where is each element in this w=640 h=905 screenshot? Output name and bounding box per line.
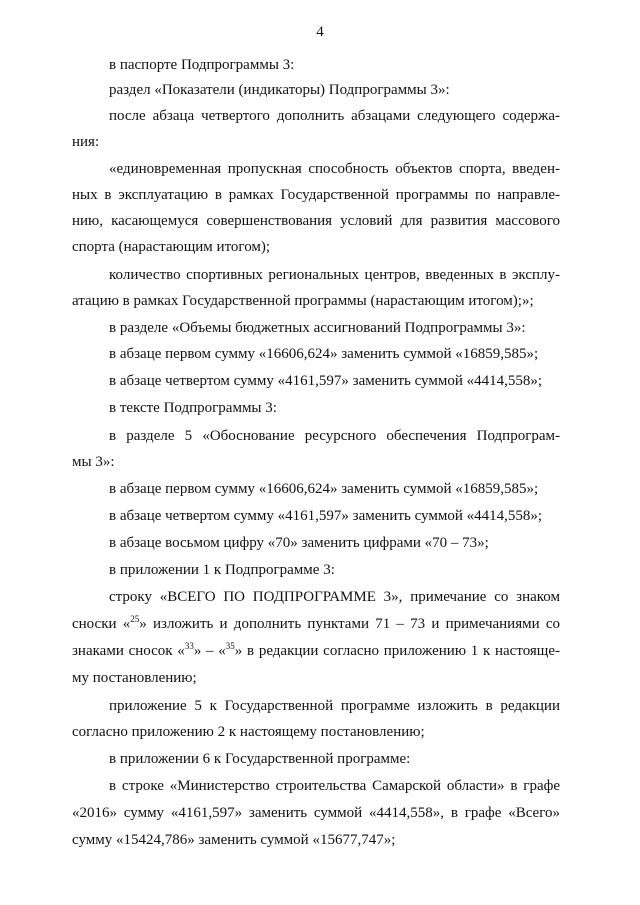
text-line: приложение 5 к Государственной программе изложить в редакции [109,698,560,714]
text-line: согласно приложению 2 к настоящему постановлению; [72,724,425,740]
text-line: в строке «Министерство строительства Самарской области» в графе [109,778,560,794]
text-line: ных в эксплуатацию в рамках Государственной программы по направле- [72,187,560,203]
text-fragment: » в редакции согласно приложению 1 к настояще- [234,643,561,659]
text-line: ния: [72,134,100,150]
footnote-mark: 25 [130,614,140,624]
text-line: «единовременная пропускная способность объектов спорта, введен- [109,161,560,177]
text-line: количество спортивных региональных центров, введенных в эксплу- [109,267,560,283]
text-fragment: сноски « [72,616,131,632]
text-line: спорта (нарастающим итогом); [72,239,271,255]
text-line-footnote [72,614,560,634]
text-fragment: знаками сносок « [72,643,185,659]
text-line: в абзаце первом сумму «16606,624» заменить суммой «16859,585»; [109,481,539,497]
text-line: «2016» сумму «4161,597» заменить суммой «4414,558», в графе «Всего» [72,805,560,821]
footnote-mark: 33 [184,641,194,651]
text-line: в разделе «Объемы бюджетных ассигнований Подпрограммы 3»: [109,320,526,336]
text-line: в паспорте Подпрограммы 3: [109,57,295,73]
text-line: в приложении 6 к Государственной программе: [109,751,411,767]
text-line: мы 3»: [72,454,115,470]
text-line: в приложении 1 к Подпрограмме 3: [109,562,335,578]
text-line: в разделе 5 «Обоснование ресурсного обеспечения Подпрограм- [109,428,560,444]
text-line: после абзаца четвертого дополнить абзацами следующего содержа- [109,108,560,124]
footnote-mark: 35 [225,641,235,651]
text-line: нию, касающемуся совершенствования условий для развития массового [72,213,560,229]
page-number: 4 [316,24,324,40]
text-fragment: » – « [193,643,226,659]
text-line: в абзаце первом сумму «16606,624» заменить суммой «16859,585»; [109,346,539,362]
text-line-footnote [72,641,560,661]
text-line: строку «ВСЕГО ПО ПОДПРОГРАММЕ 3», примечание со знаком [109,589,560,605]
text-line: атацию в рамках Государственной программы (нарастающим итогом);»; [72,293,534,309]
text-fragment: » изложить и дополнить пунктами 71 – 73 и примечаниями со [139,616,561,632]
text-line: му постановлению; [72,670,197,686]
text-line: сумму «15424,786» заменить суммой «15677,747»; [72,832,396,848]
text-line: в абзаце восьмом цифру «70» заменить цифрами «70 – 73»; [109,535,489,551]
text-line: в абзаце четвертом сумму «4161,597» заменить суммой «4414,558»; [109,508,543,524]
text-line: раздел «Показатели (индикаторы) Подпрограммы 3»: [109,82,450,98]
text-line: в абзаце четвертом сумму «4161,597» заменить суммой «4414,558»; [109,373,543,389]
text-line: в тексте Подпрограммы 3: [109,400,277,416]
